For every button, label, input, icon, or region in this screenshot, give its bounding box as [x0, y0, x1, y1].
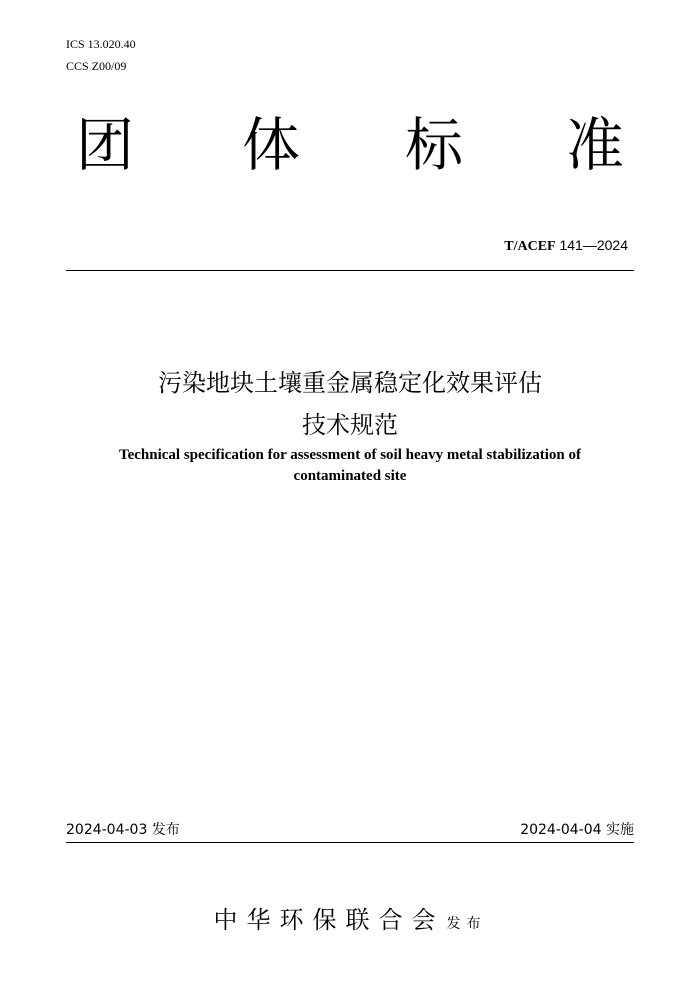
top-divider [66, 270, 634, 271]
publish-suffix: 发布 [446, 916, 487, 932]
bottom-divider [66, 842, 634, 843]
standard-type-char-4: 准 [565, 111, 624, 179]
publisher-line [0, 900, 700, 935]
document-number-value: 141—2024 [555, 237, 628, 253]
title-zh-line-1: 污染地块土壤重金属稳定化效果评估 [158, 369, 542, 397]
document-number-prefix: T/ACEF [504, 239, 556, 254]
implementation-date: 2024-04-04 实施 [520, 822, 634, 838]
standard-type-char-1: 团 [75, 111, 134, 179]
publisher-name: 中华环保联合会 [213, 906, 445, 934]
title-zh-line-2: 技术规范 [302, 411, 398, 439]
ccs-code: CCS Z00/09 [66, 59, 127, 73]
ics-code: ICS 13.020.40 [66, 37, 136, 51]
issue-date: 2024-04-03 发布 [66, 822, 180, 838]
title-en-line-1: Technical specification for assessment of soil heavy metal stabilization of [118, 447, 582, 463]
document-number [504, 236, 628, 256]
title-en-line-2: contaminated site [293, 468, 407, 484]
standard-type-char-2: 体 [241, 111, 300, 179]
standard-type-char-3: 标 [404, 111, 463, 179]
